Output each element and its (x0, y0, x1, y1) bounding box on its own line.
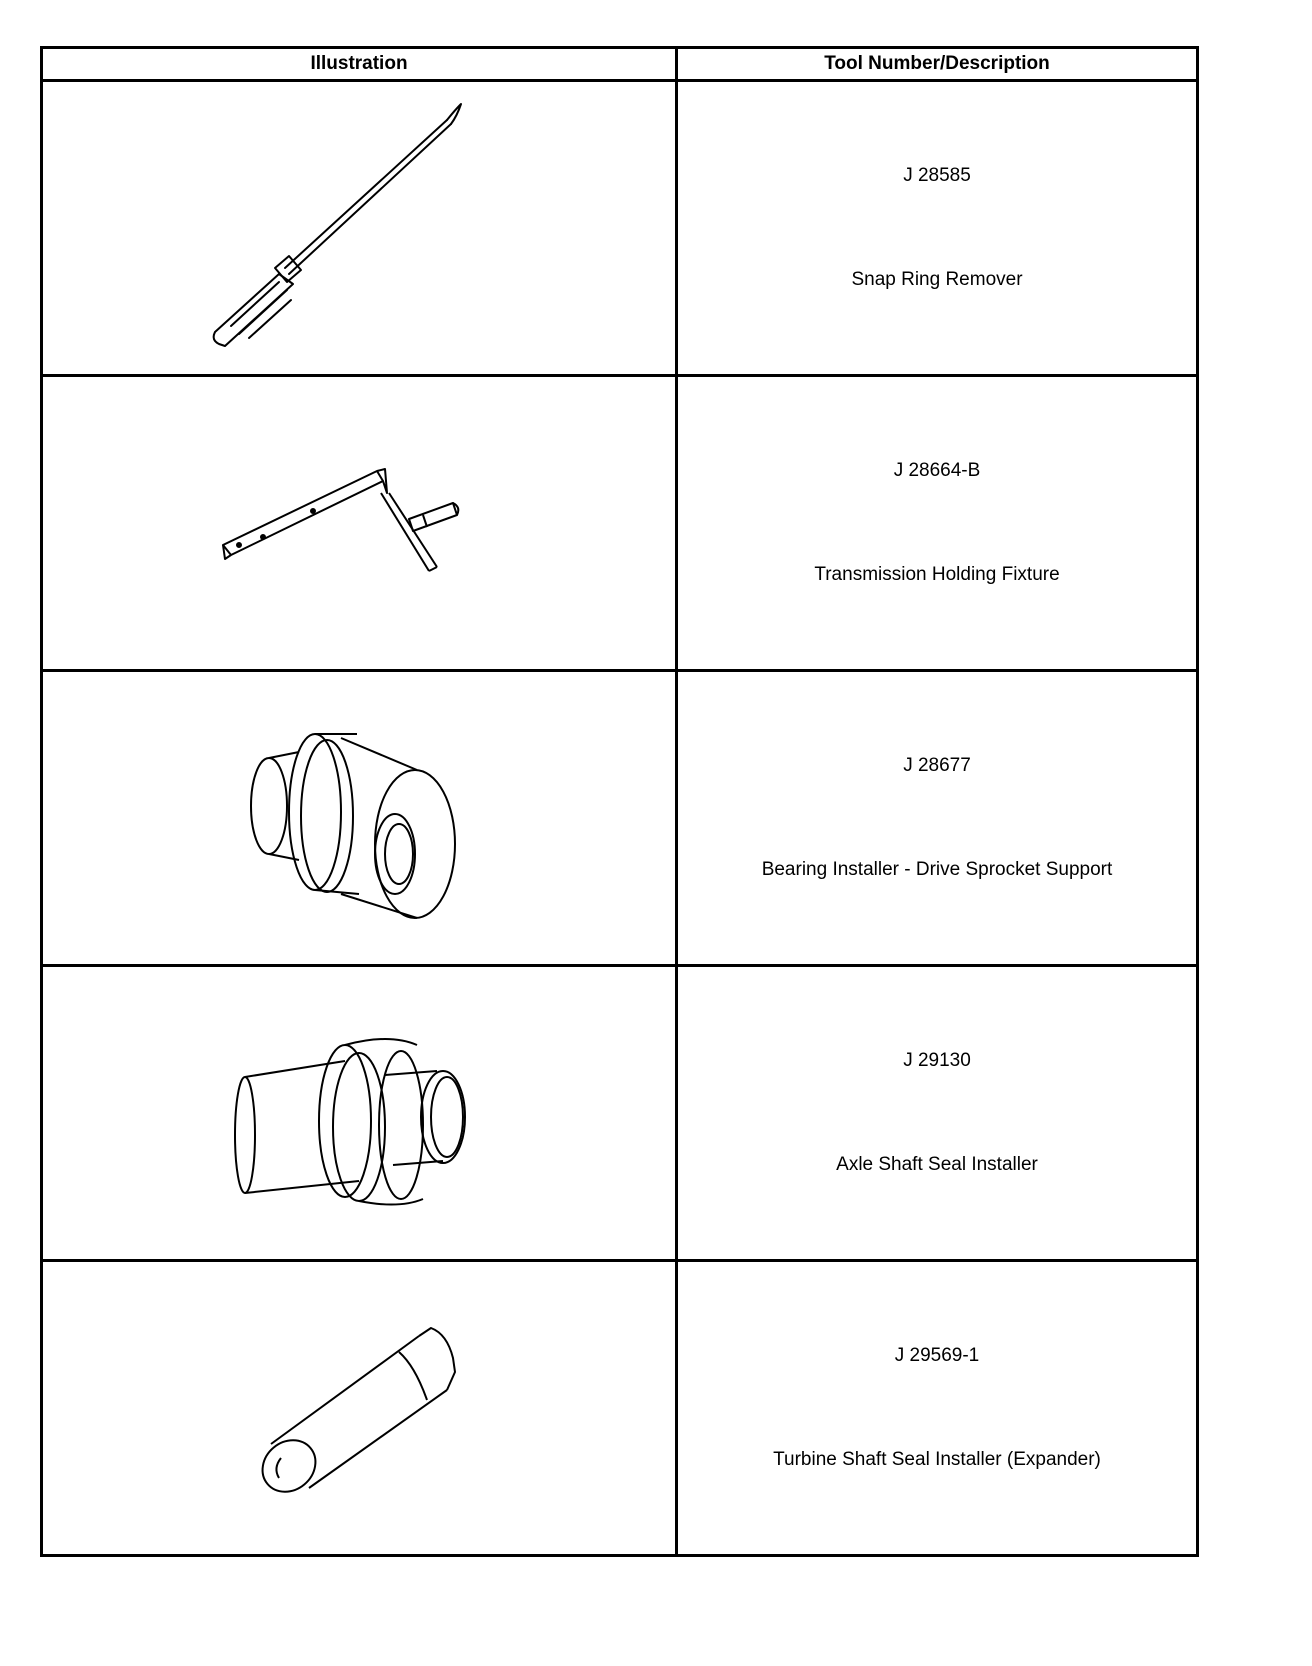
description-cell (677, 1261, 1198, 1556)
turbine-seal-installer-illustration (239, 1308, 479, 1508)
axle-seal-installer-illustration (229, 1013, 489, 1213)
snap-ring-remover-illustration (209, 98, 509, 358)
tool-description: Snap Ring Remover (851, 269, 1023, 290)
tool-number: J 29569-1 (894, 1345, 980, 1366)
illustration-header: Illustration (42, 48, 677, 81)
tool-number: J 29130 (903, 1050, 971, 1071)
tool-number: J 28664-B (893, 460, 981, 481)
tool-number: J 28585 (903, 165, 971, 186)
description-cell (677, 671, 1198, 966)
tool-description: Transmission Holding Fixture (814, 564, 1060, 585)
tool-table (40, 46, 1199, 1557)
description-cell (677, 376, 1198, 671)
table-row (42, 1261, 1198, 1556)
illustration-cell (42, 376, 677, 671)
illustration-cell (42, 671, 677, 966)
description-cell (677, 81, 1198, 376)
table-header-row (42, 48, 1198, 81)
tool-description: Turbine Shaft Seal Installer (Expander) (773, 1449, 1101, 1470)
table-row (42, 81, 1198, 376)
tool-description: Bearing Installer - Drive Sprocket Support (761, 859, 1113, 880)
table-row (42, 376, 1198, 671)
tool-number: J 28677 (903, 755, 971, 776)
tool-description: Axle Shaft Seal Installer (836, 1154, 1038, 1175)
holding-fixture-illustration (209, 423, 509, 623)
tool-header: Tool Number/Description (677, 48, 1198, 81)
illustration-cell (42, 966, 677, 1261)
illustration-cell (42, 81, 677, 376)
table-row (42, 671, 1198, 966)
description-cell (677, 966, 1198, 1261)
bearing-installer-illustration (219, 708, 499, 928)
illustration-cell (42, 1261, 677, 1556)
table-row (42, 966, 1198, 1261)
